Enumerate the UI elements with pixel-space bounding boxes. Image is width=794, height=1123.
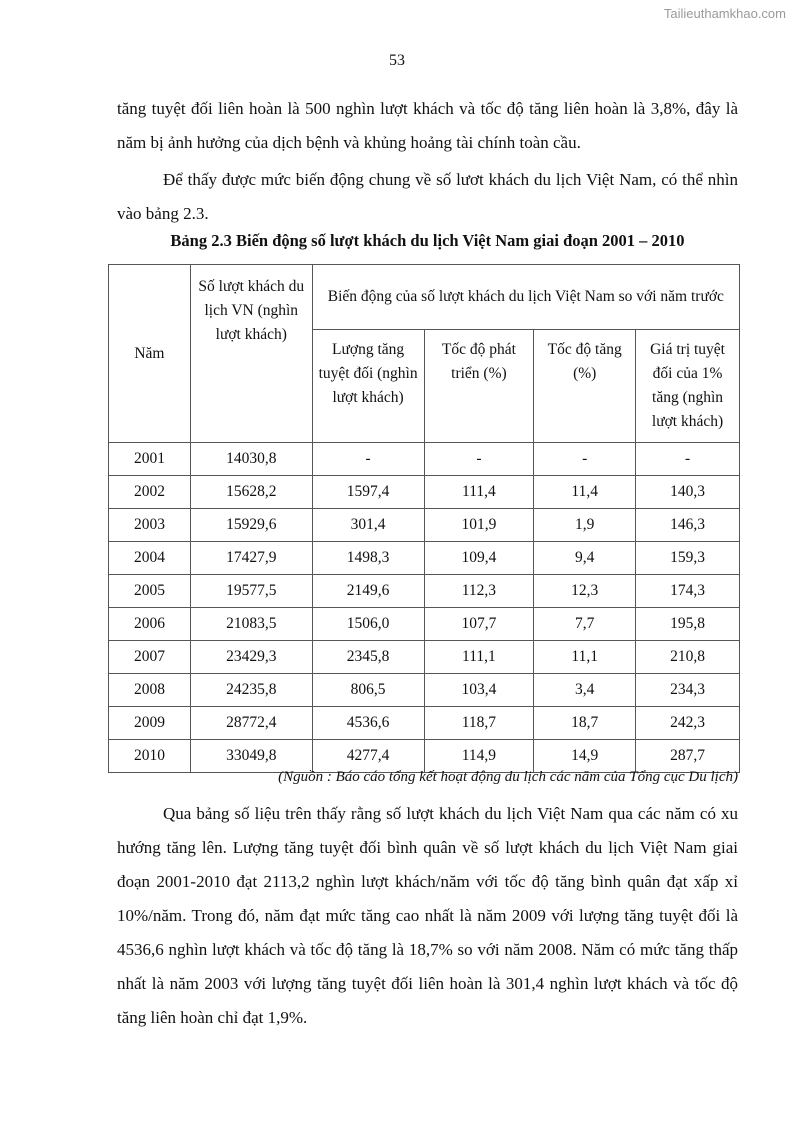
cell-visitors: 19577,5 — [190, 575, 312, 608]
cell-value-1pct: 146,3 — [636, 509, 740, 542]
cell-abs-increase: 1597,4 — [312, 476, 424, 509]
cell-increase-rate: 3,4 — [534, 674, 636, 707]
cell-growth-rate: 107,7 — [424, 608, 534, 641]
cell-abs-increase: 1506,0 — [312, 608, 424, 641]
cell-growth-rate: 111,1 — [424, 641, 534, 674]
table-row — [109, 608, 740, 641]
cell-value-1pct: 174,3 — [636, 575, 740, 608]
table-row — [109, 476, 740, 509]
cell-abs-increase: 2345,8 — [312, 641, 424, 674]
table-row — [109, 509, 740, 542]
cell-abs-increase: 301,4 — [312, 509, 424, 542]
cell-increase-rate: 18,7 — [534, 707, 636, 740]
cell-growth-rate: 101,9 — [424, 509, 534, 542]
table-source: (Nguồn : Báo cáo tổng kết hoạt động du lịch các năm của Tổng cục Du lịch) — [278, 769, 738, 785]
cell-value-1pct: - — [636, 443, 740, 476]
paragraph-1: tăng tuyệt đối liên hoàn là 500 nghìn lượt khách và tốc độ tăng liên hoàn là 3,8%, đây là năm bị ảnh hưởng của dịch bệnh và khủng hoảng tài chính toàn cầu. — [117, 99, 738, 152]
header-growth-rate: Tốc độ phát triển (%) — [424, 330, 534, 443]
header-visitors: Số lượt khách du lịch VN (nghìn lượt khách) — [190, 265, 312, 443]
header-year: Năm — [109, 265, 191, 443]
cell-visitors: 17427,9 — [190, 542, 312, 575]
table-row — [109, 740, 740, 773]
cell-abs-increase: - — [312, 443, 424, 476]
cell-value-1pct: 287,7 — [636, 740, 740, 773]
cell-value-1pct: 210,8 — [636, 641, 740, 674]
cell-year: 2009 — [109, 707, 191, 740]
cell-increase-rate: 14,9 — [534, 740, 636, 773]
header-abs-increase: Lượng tăng tuyệt đối (nghìn lượt khách) — [312, 330, 424, 443]
header-increase-rate: Tốc độ tăng (%) — [534, 330, 636, 443]
cell-value-1pct: 140,3 — [636, 476, 740, 509]
cell-abs-increase: 4277,4 — [312, 740, 424, 773]
cell-year: 2001 — [109, 443, 191, 476]
cell-abs-increase: 4536,6 — [312, 707, 424, 740]
cell-value-1pct: 242,3 — [636, 707, 740, 740]
cell-value-1pct: 234,3 — [636, 674, 740, 707]
cell-year: 2006 — [109, 608, 191, 641]
cell-growth-rate: 114,9 — [424, 740, 534, 773]
page-number: 53 — [389, 52, 405, 69]
cell-growth-rate: - — [424, 443, 534, 476]
paragraph-2: Để thấy được mức biến động chung về số lươt khách du lịch Việt Nam, có thể nhìn vào bảng 2.3. — [117, 170, 738, 223]
table-caption: Bảng 2.3 Biến động số lượt khách du lịch Việt Nam giai đoạn 2001 – 2010 — [170, 231, 685, 250]
cell-visitors: 21083,5 — [190, 608, 312, 641]
cell-year: 2008 — [109, 674, 191, 707]
cell-abs-increase: 1498,3 — [312, 542, 424, 575]
cell-increase-rate: 1,9 — [534, 509, 636, 542]
visitor-table — [108, 264, 740, 773]
watermark: Tailieuthamkhao.com — [663, 6, 786, 21]
header-value-1pct: Giá trị tuyệt đối của 1% tăng (nghìn lượt khách) — [636, 330, 740, 443]
cell-visitors: 14030,8 — [190, 443, 312, 476]
table-row — [109, 542, 740, 575]
cell-year: 2010 — [109, 740, 191, 773]
cell-abs-increase: 2149,6 — [312, 575, 424, 608]
table-row — [109, 641, 740, 674]
cell-increase-rate: 11,1 — [534, 641, 636, 674]
cell-year: 2007 — [109, 641, 191, 674]
cell-increase-rate: 12,3 — [534, 575, 636, 608]
cell-visitors: 33049,8 — [190, 740, 312, 773]
cell-year: 2003 — [109, 509, 191, 542]
cell-abs-increase: 806,5 — [312, 674, 424, 707]
cell-visitors: 15929,6 — [190, 509, 312, 542]
cell-growth-rate: 111,4 — [424, 476, 534, 509]
cell-year: 2004 — [109, 542, 191, 575]
header-variation: Biến động của số lượt khách du lịch Việt Nam so với năm trước — [312, 265, 739, 330]
cell-growth-rate: 112,3 — [424, 575, 534, 608]
cell-growth-rate: 118,7 — [424, 707, 534, 740]
cell-year: 2005 — [109, 575, 191, 608]
table-row — [109, 674, 740, 707]
paragraph-3: Qua bảng số liệu trên thấy rằng số lượt khách du lịch Việt Nam qua các năm có xu hướng tăng lên. Lượng tăng tuyệt đối bình quân về số lượt khách du lịch Việt Nam giai đoạn 2001-2010 đạt 2113,2 nghìn lượt khách/năm với tốc độ tăng bình quân đạt xấp xỉ 10%/năm. Trong đó, năm đạt mức tăng cao nhất là năm 2009 với lượng tăng tuyệt đối là 4536,6 nghìn lượt khách và tốc độ tăng là 18,7% so với năm 2008. Năm có mức tăng thấp nhất là năm 2003 với lượng tăng tuyệt đối liên hoàn là 301,4 nghìn lượt khách và tốc độ tăng liên hoàn chỉ đạt 1,9%. — [117, 804, 738, 1027]
cell-visitors: 15628,2 — [190, 476, 312, 509]
cell-visitors: 23429,3 — [190, 641, 312, 674]
cell-value-1pct: 159,3 — [636, 542, 740, 575]
table-row — [109, 575, 740, 608]
cell-visitors: 28772,4 — [190, 707, 312, 740]
cell-increase-rate: 11,4 — [534, 476, 636, 509]
cell-visitors: 24235,8 — [190, 674, 312, 707]
cell-growth-rate: 109,4 — [424, 542, 534, 575]
table-row — [109, 707, 740, 740]
cell-increase-rate: 7,7 — [534, 608, 636, 641]
cell-increase-rate: 9,4 — [534, 542, 636, 575]
cell-growth-rate: 103,4 — [424, 674, 534, 707]
cell-year: 2002 — [109, 476, 191, 509]
cell-value-1pct: 195,8 — [636, 608, 740, 641]
table-row — [109, 443, 740, 476]
cell-increase-rate: - — [534, 443, 636, 476]
